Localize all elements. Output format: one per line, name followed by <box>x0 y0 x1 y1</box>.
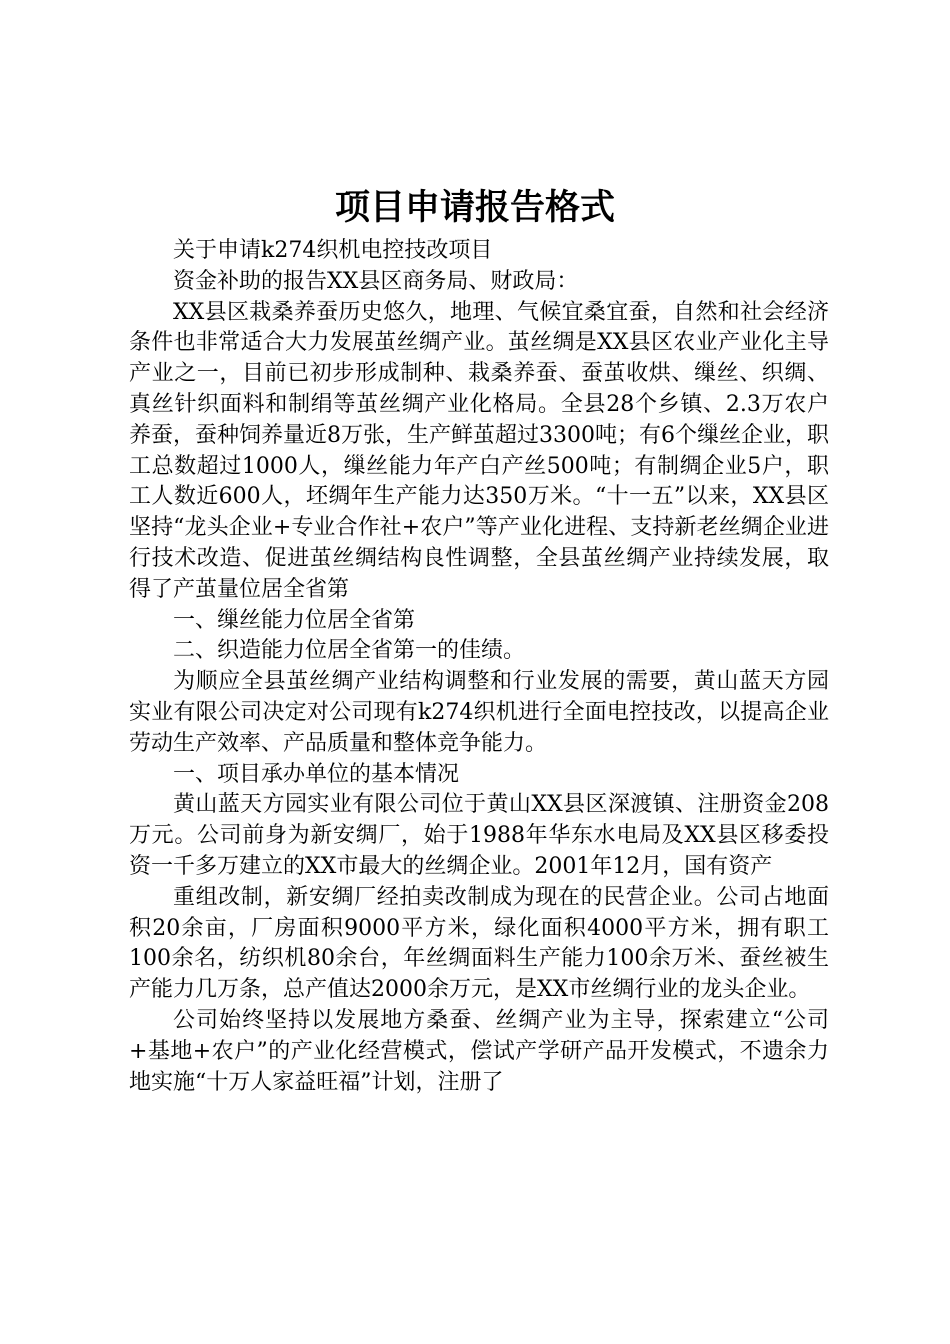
paragraph: 公司始终坚持以发展地方桑蚕、丝绸产业为主导，探索建立“公司+基地+农户”的产业化经营模式，偿试产学研产品开发模式，不遗余力地实施“十万人家益旺福”计划，注册了 <box>129 1007 829 1095</box>
paragraph: 一、缫丝能力位居全省第 <box>173 607 416 633</box>
paragraph: 二、织造能力位居全省第一的佳绩。 <box>173 638 526 664</box>
paragraph: 重组改制，新安绸厂经拍卖改制成为现在的民营企业。公司占地面积20余亩，厂房面积9000平方米，绿化面积4000平方米，拥有职工100余名，纺织机80余台，年丝绸面料生产能力100余万米、蚕丝被生产能力几万条，总产值达2000余万元，是XX市丝绸行业的龙头企业。 <box>129 884 829 1003</box>
paragraph: 为顺应全县茧丝绸产业结构调整和行业发展的需要，黄山蓝天方园实业有限公司决定对公司现有k274织机进行全面电控技改，以提高企业劳动生产效率、产品质量和整体竞争能力。 <box>129 669 829 756</box>
paragraph: 关于申请k274织机电控技改项目 <box>173 238 493 263</box>
document-title: 项目申请报告格式 <box>334 187 615 228</box>
paragraph: XX县区栽桑养蚕历史悠久，地理、气候宜桑宜蚕，自然和社会经济条件也非常适合大力发展茧丝绸产业。茧丝绸是XX县区农业产业化主导产业之一，目前已初步形成制种、栽桑养蚕、蚕茧收烘、缫丝、织绸、真丝针织面料和制绢等茧丝绸产业化格局。全县28个乡镇、2.3万农户养蚕，蚕种饲养量近8万张，生产鲜茧超过3300吨；有6个缫丝企业，职工总数超过1000人，缫丝能力年产白产丝500吨；有制绸企业5户，职工人数近600人，坯绸年生产能力达350万米。“十一五”以来，XX县区坚持“龙头企业+专业合作社+农户”等产业化进程、支持新老丝绸企业进行技术改造、促进茧丝绸结构良性调整，全县茧丝绸产业持续发展，取得了产茧量位居全省第 <box>129 299 829 602</box>
paragraph: 黄山蓝天方园实业有限公司位于黄山XX县区深渡镇、注册资金208万元。公司前身为新安绸厂，始于1988年华东水电局及XX县区移委投资一千多万建立的XX市最大的丝绸企业。2001年12月，国有资产 <box>129 792 829 879</box>
document-body <box>129 236 829 1098</box>
paragraph: 资金补助的报告XX县区商务局、财政局： <box>173 268 579 294</box>
paragraph: 一、项目承办单位的基本情况 <box>173 761 460 787</box>
